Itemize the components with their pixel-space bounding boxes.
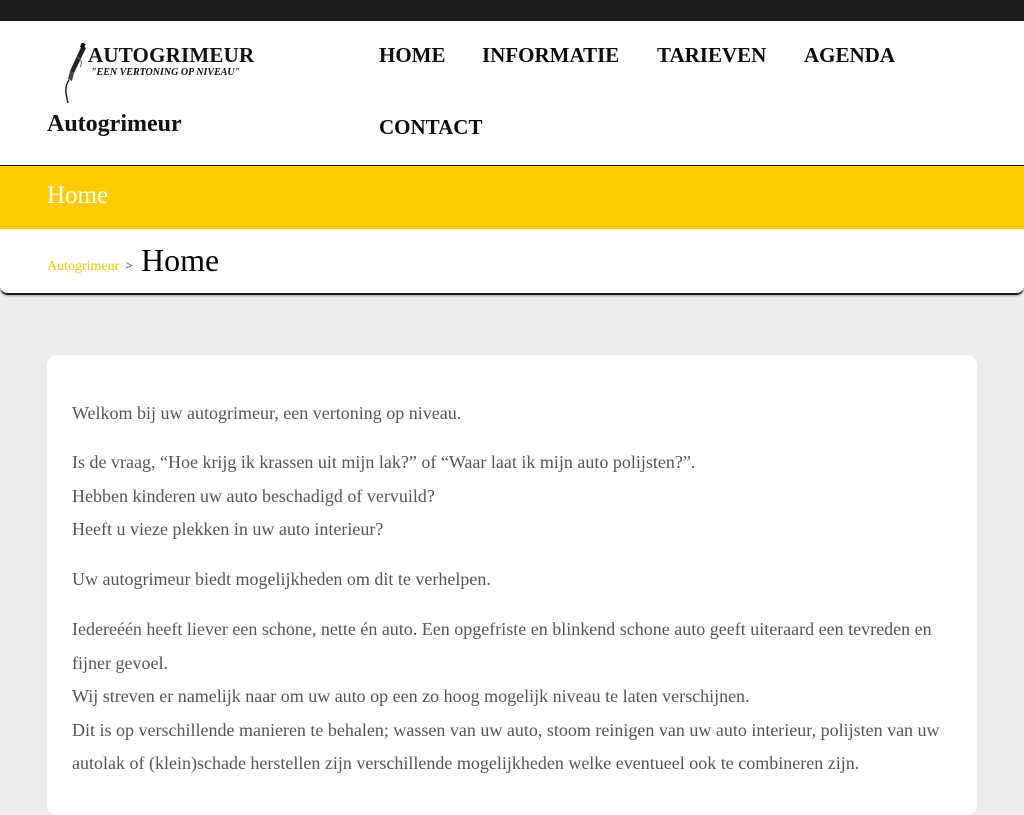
nav-item-informatie[interactable]: INFORMATIE (482, 43, 620, 67)
page-title: Home (47, 182, 109, 209)
text-line: Welkom bij uw autogrimeur, een vertoning op niveau. (72, 403, 462, 423)
breadcrumb-separator: > (125, 259, 133, 274)
text-line: Wij streven er namelijk naar om uw auto op een zo hoog mogelijk niveau te laten verschijnen. (72, 686, 750, 706)
nav-item-tarieven[interactable]: TARIEVEN (657, 43, 767, 67)
top-bar (0, 0, 1024, 21)
logo-title: AUTOGRIMEUR (88, 43, 255, 67)
site-name: Autogrimeur (47, 111, 182, 137)
paragraph-welcome (72, 397, 952, 431)
site-header (0, 21, 1024, 166)
breadcrumb-link-home[interactable]: Autogrimeur (47, 259, 120, 274)
content-card (47, 355, 977, 815)
text-line: Heeft u vieze plekken in uw auto interieur? (72, 519, 384, 539)
text-line: Is de vraag, “Hoe krijg ik krassen uit mijn lak?” of “Waar laat ik mijn auto polijsten?”. (72, 452, 696, 472)
nav-item-contact[interactable]: CONTACT (379, 115, 483, 139)
text-line: Hebben kinderen uw auto beschadigd of vervuild? (72, 485, 435, 506)
site-logo[interactable] (62, 43, 254, 105)
page-title-band (0, 166, 1024, 229)
logo-tagline: "EEN VERTONING OP NIVEAU" (91, 67, 241, 78)
paragraph-questions (72, 446, 952, 547)
text-line: Uw autogrimeur biedt mogelijkheden om dit te verhelpen. (72, 569, 491, 589)
breadcrumb-current: Home (141, 242, 220, 278)
paragraph-details (72, 613, 952, 781)
nav-item-home[interactable]: HOME (379, 43, 446, 67)
text-line: Dit is op verschillende manieren te behalen; wassen van uw auto, stoom reinigen van uw auto interieur, polijsten van uw autolak of (klein)schade herstellen zijn verschillende mogelijkheden welke eventueel ook te combineren zijn. (72, 719, 940, 773)
nav-item-agenda[interactable]: AGENDA (804, 43, 896, 67)
breadcrumb (0, 229, 1024, 295)
text-line: Iedereéén heeft liever een schone, nette én auto. Een opgefriste en blinkend schone auto geeft uiteraard een tevreden en fijner gevoel. (72, 619, 932, 673)
paragraph-offer (72, 563, 952, 597)
airbrush-icon (62, 43, 90, 105)
